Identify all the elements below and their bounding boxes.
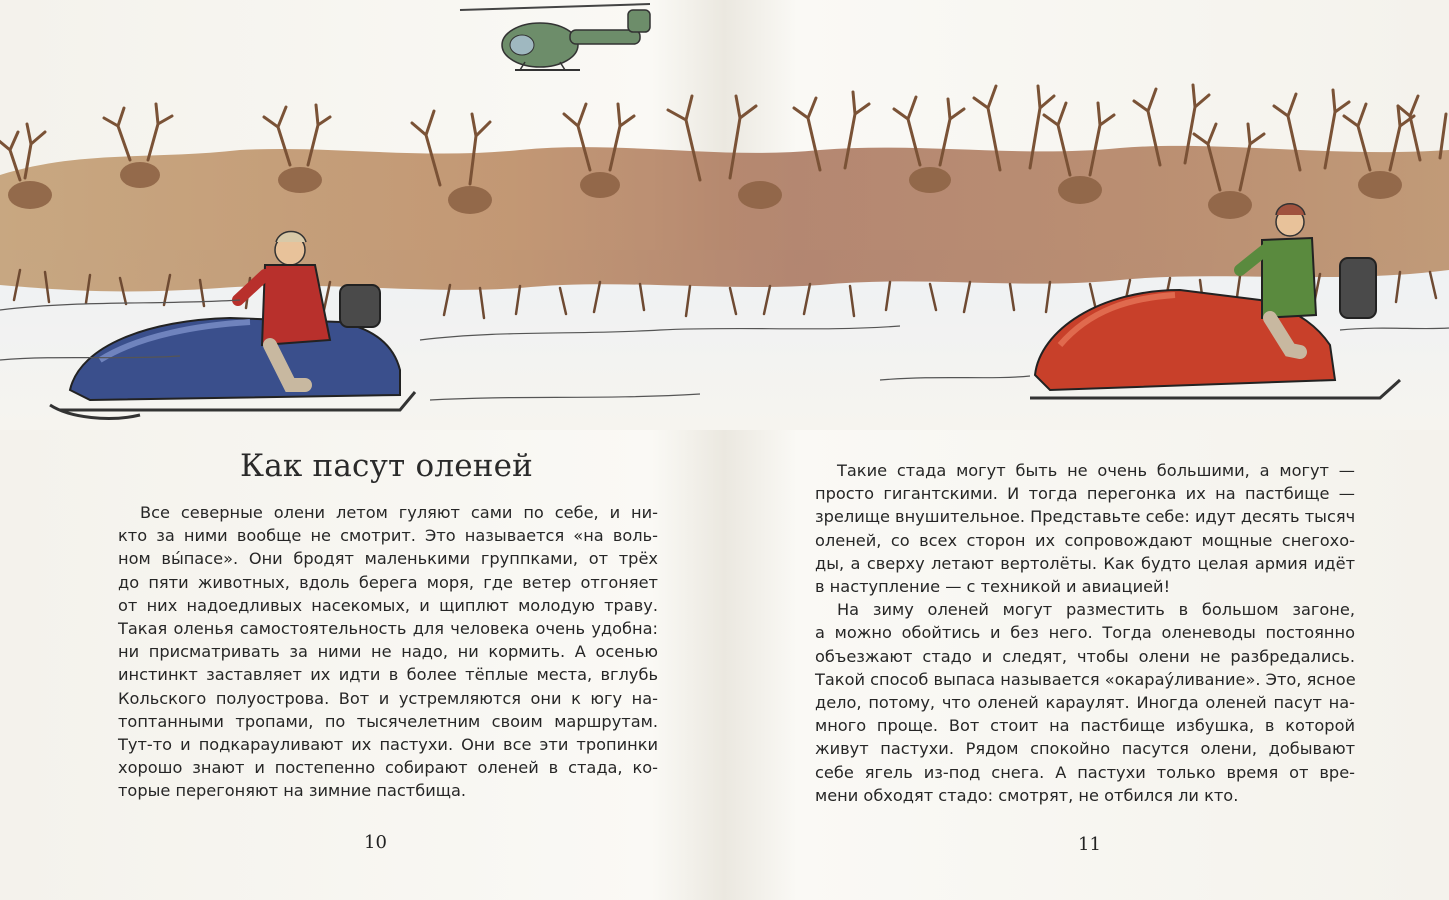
text-line: хорошо знают и постепенно собирают оленей в стада, ко- (118, 758, 658, 778)
text-line: объезжают стадо и следят, чтобы олени не разбредались. (815, 646, 1355, 666)
text-line: в наступление — с техникой и авиацией! (815, 577, 1171, 597)
text-line: зрелище внушительное. Представьте себе: идут десять тысяч (815, 507, 1356, 527)
text-line: ни присматривать за ними не надо, ни кормить. А осенью (118, 642, 658, 662)
text-line: торые перегоняют на зимние пастбища. (118, 781, 467, 801)
text-line: ды, а сверху летают вертолёты. Как будто целая армия идёт (815, 553, 1355, 573)
chapter-title: Как пасут оленей (240, 448, 534, 484)
page-number-right: 11 (1078, 834, 1101, 855)
text-line: инстинкт заставляет их идти в более тёплые места, вглубь (118, 665, 658, 685)
text-line: а можно обойтись и без него. Тогда оленеводы постоянно (815, 623, 1355, 643)
text-line: топтанными тропами, по тысячелетним своим маршрутам. (118, 711, 658, 731)
text-line: живут пастухи. Рядом спокойно пасутся олени, добывают (815, 739, 1355, 759)
text-line: оленей, со всех сторон их сопровождают мощные снегохо- (815, 530, 1355, 550)
text-line: кто за ними вообще не смотрит. Это называется «на воль- (118, 526, 658, 546)
text-line: дело, потому, что оленей караулят. Иногда оленей пасут на- (815, 693, 1355, 713)
text-line: Кольского полуострова. Вот и устремляются они к югу на- (118, 688, 658, 708)
text-line: Такой способ выпаса называется «окарау́ливание». Это, ясное (815, 669, 1356, 689)
right-page-text (815, 459, 1355, 807)
text-line: мени обходят стадо: смотрят, не отбился ли кто. (815, 785, 1239, 805)
text-line: просто гигантскими. И тогда перегонка их на пастбище — (815, 484, 1355, 504)
herd-drawing (0, 0, 1449, 430)
text-line: много проще. Вот стоит на пастбище избушка, в которой (815, 716, 1355, 736)
text-line: Такая оленья самостоятельность для человека очень удобна: (118, 619, 658, 639)
text-line: от них надоедливых насекомых, и щиплют молодую траву. (118, 595, 658, 615)
page-number-left: 10 (364, 832, 387, 853)
text-line: На зиму оленей могут разместить в большом загоне, (837, 600, 1355, 620)
text-line: Тут-то и подкарауливают их пастухи. Они все эти тропинки (118, 735, 658, 755)
text-line: до пяти животных, вдоль берега моря, где ветер отгоняет (118, 572, 658, 592)
reindeer-herd-illustration (0, 0, 1449, 430)
text-line: Такие стада могут быть не очень большими, а могут — (837, 461, 1355, 480)
text-line: себе ягель из-под снега. А пастухи только время от вре- (815, 762, 1355, 782)
helicopter-icon (460, 4, 650, 70)
left-page-text (118, 501, 658, 803)
text-line: Все северные олени летом гуляют сами по себе, и ни- (140, 503, 658, 522)
text-line: ном вы́пасе». Они бродят маленькими группками, от трёх (118, 549, 658, 569)
